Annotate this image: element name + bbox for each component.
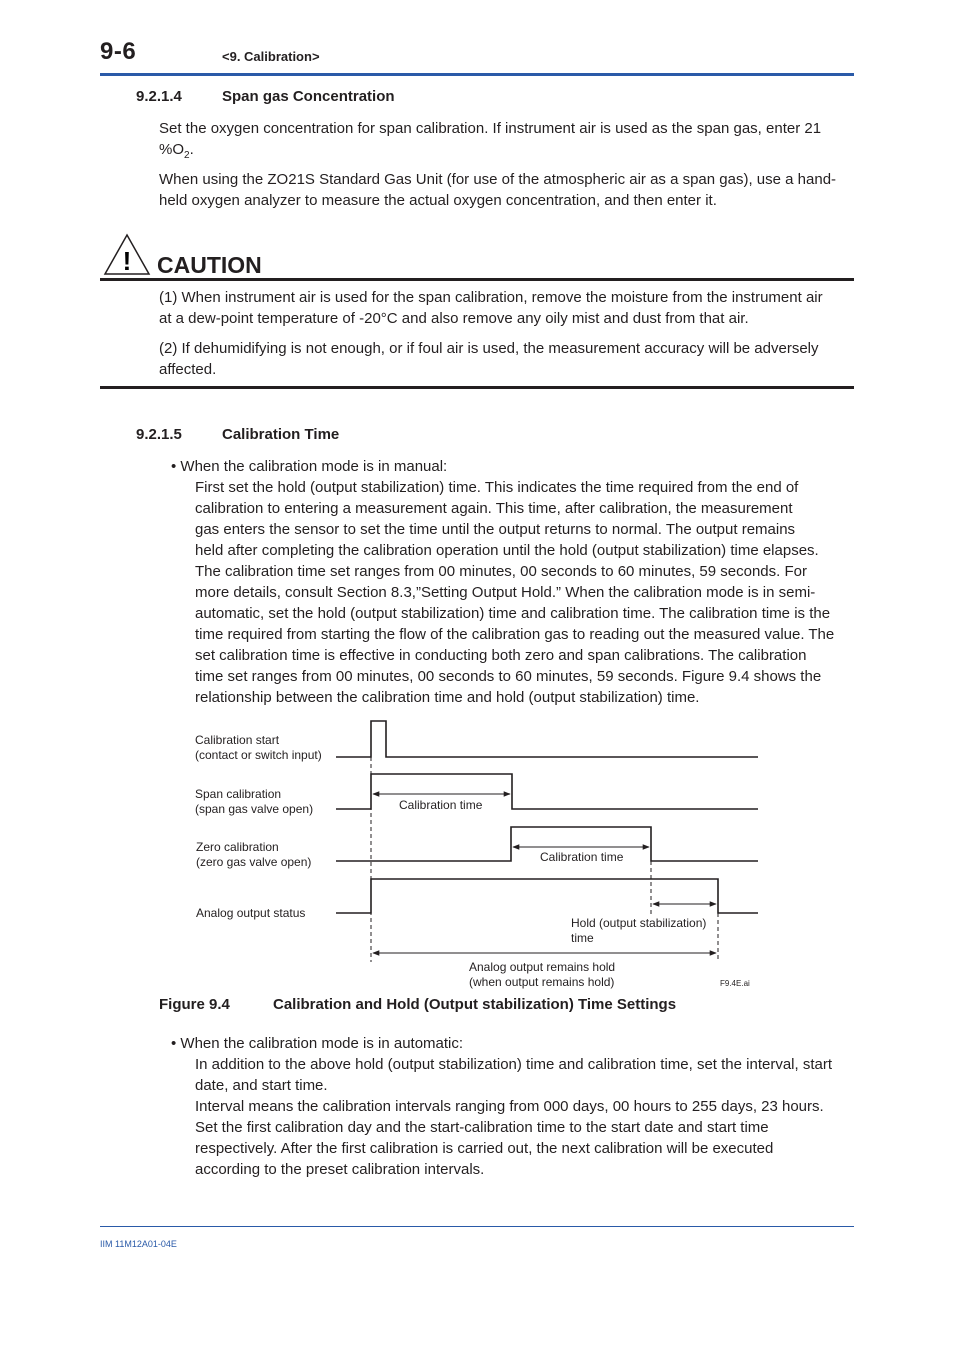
text-line: more details, consult Section 8.3,”Setting Output Hold.” When the calibration mode is in semi- — [195, 584, 816, 601]
text-line: automatic, set the hold (output stabilization) time and calibration time. The calibration time is the — [195, 605, 831, 622]
text-line: calibration to entering a measurement again. This time, after calibration, the measurement — [195, 500, 793, 517]
text-line: relationship between the calibration time and hold (output stabilization) time. — [195, 689, 700, 706]
label-zero-1: Zero calibration — [196, 840, 279, 854]
text-line: time set ranges from 00 minutes, 00 seconds to 60 minutes, 59 seconds. Figure 9.4 shows the — [195, 668, 822, 685]
manual-mode-text — [195, 477, 855, 708]
auto-mode-text — [195, 1054, 855, 1180]
caution-item-1-line1: (1) When instrument air is used for the span calibration, remove the moisture from the instrument air — [159, 289, 823, 306]
text-line: date, and start time. — [195, 1077, 328, 1094]
label-cal-start-2: (contact or switch input) — [195, 748, 322, 762]
label-hold-1: Hold (output stabilization) — [571, 916, 707, 930]
label-hold-2: time — [571, 931, 594, 945]
caution-item-2-line1: (2) If dehumidifying is not enough, or if foul air is used, the measurement accuracy will be adversely — [159, 340, 819, 357]
label-zero-cal-time: Calibration time — [540, 850, 624, 864]
caution-title: CAUTION — [157, 252, 262, 278]
label-remains-2: (when output remains hold) — [469, 975, 615, 989]
text-line: according to the preset calibration intervals. — [195, 1161, 485, 1178]
section-924-para1 — [159, 118, 859, 166]
section-925-title: Calibration Time — [222, 426, 340, 443]
section-924-para2 — [159, 169, 859, 211]
caution-top-rule — [100, 278, 854, 281]
section-924-para2-line1: When using the ZO21S Standard Gas Unit (for use of the atmospheric air as a span gas), use a hand- — [159, 171, 837, 188]
svg-text:!: ! — [122, 246, 132, 276]
auto-mode-bullet: • When the calibration mode is in automatic: — [171, 1035, 464, 1052]
caution-item-2-line2: affected. — [159, 361, 217, 378]
text-line: First set the hold (output stabilization) time. This indicates the time required from the end of — [195, 479, 799, 496]
label-analog: Analog output status — [196, 906, 306, 920]
warning-triangle-icon — [102, 232, 152, 277]
label-zero-2: (zero gas valve open) — [196, 855, 312, 869]
section-924-number: 9.2.1.4 — [136, 88, 182, 105]
header-rule — [100, 73, 854, 76]
text-line: set calibration time is effective in conducting both zero and span calibrations. The calibration — [195, 647, 807, 664]
section-924-para2-line2: held oxygen analyzer to measure the actual oxygen concentration, and then enter it. — [159, 192, 717, 209]
label-span-1: Span calibration — [195, 787, 282, 801]
section-925-number: 9.2.1.5 — [136, 426, 182, 443]
text-line: Interval means the calibration intervals ranging from 000 days, 00 hours to 255 days, 23 hours. — [195, 1098, 824, 1115]
text-line: time required from starting the flow of the calibration gas to reading out the measured value. The — [195, 626, 835, 643]
caution-bottom-rule — [100, 386, 854, 389]
text-line: In addition to the above hold (output stabilization) time and calibration time, set the interval, start — [195, 1056, 833, 1073]
section-924-para1-line1: Set the oxygen concentration for span calibration. If instrument air is used as the span gas, enter 21 — [159, 120, 822, 137]
document-id: IIM 11M12A01-04E — [100, 1239, 177, 1249]
text-line: respectively. After the first calibration is carried out, the next calibration will be executed — [195, 1140, 774, 1157]
footer-rule — [100, 1226, 854, 1227]
caution-item-1-line2: at a dew-point temperature of -20°C and also remove any oily mist and dust from that air. — [159, 310, 749, 327]
caution-item-2 — [159, 338, 859, 380]
chapter-title: <9. Calibration> — [222, 49, 320, 64]
label-span-2: (span gas valve open) — [195, 802, 314, 816]
text-line: Set the first calibration day and the start-calibration time to the start date and start time — [195, 1119, 769, 1136]
label-remains-1: Analog output remains hold — [469, 960, 616, 974]
page-number: 9-6 — [100, 38, 137, 65]
calibration-start-signal — [336, 721, 758, 757]
text-line: gas enters the sensor to set the time until the output returns to normal. The output remains — [195, 521, 796, 538]
section-924-title: Span gas Concentration — [222, 88, 395, 105]
analog-output-signal — [336, 879, 758, 913]
manual-mode-bullet: • When the calibration mode is in manual: — [171, 458, 448, 475]
label-cal-start-1: Calibration start — [195, 733, 280, 747]
figure-caption-title: Calibration and Hold (Output stabilization) Time Settings — [273, 996, 677, 1013]
timing-diagram — [190, 712, 790, 997]
caution-item-1 — [159, 287, 859, 329]
section-924-para1-line2: $\%O_2$. — [159, 141, 194, 161]
figure-caption-number: Figure 9.4 — [159, 996, 230, 1013]
label-span-cal-time: Calibration time — [399, 798, 483, 812]
text-line: held after completing the calibration operation until the hold (output stabilization) time elapses. — [195, 542, 819, 559]
figure-file-id: F9.4E.ai — [720, 979, 750, 988]
text-line: The calibration time set ranges from 00 minutes, 00 seconds to 60 minutes, 59 seconds. For — [195, 563, 807, 580]
